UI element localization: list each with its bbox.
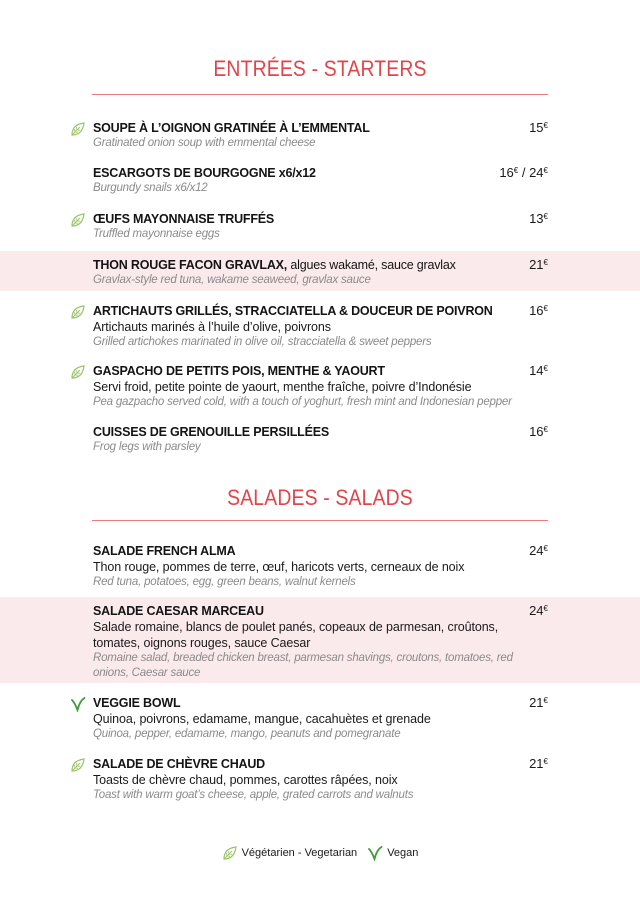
item-price: 24€ [529, 543, 548, 558]
menu-item-caesar-marceau [0, 597, 640, 683]
item-price: 16€ / 24€ [499, 165, 548, 180]
item-name: ESCARGOTS DE BOURGOGNE x6/x12 [93, 166, 316, 180]
item-description-en: Toast with warm goat’s cheese, apple, grated carrots and walnuts [93, 789, 414, 801]
item-description-en: Frog legs with parsley [93, 441, 201, 453]
v-icon [367, 845, 383, 861]
item-price: 21€ [529, 695, 548, 710]
item-description-en: Pea gazpacho served cold, with a touch of yoghurt, fresh mint and Indonesian pepper [93, 396, 512, 408]
item-price: 13€ [529, 211, 548, 226]
item-description-fr: Toasts de chèvre chaud, pommes, carottes râpées, noix [93, 773, 398, 787]
item-price: 24€ [529, 603, 548, 618]
section-title-salads: SALADES - SALADS [227, 485, 413, 510]
menu-item-gravlax-tuna [0, 251, 640, 291]
item-name: THON ROUGE FACON GRAVLAX, algues wakamé, sauce gravlax [93, 258, 456, 272]
menu-item-onion-soup [0, 120, 640, 152]
item-price: 21€ [529, 756, 548, 771]
leaf-icon [222, 845, 238, 861]
item-name: SOUPE À L’OIGNON GRATINÉE À L’EMMENTAL [93, 121, 370, 135]
leaf-icon [70, 304, 86, 320]
item-description-fr: Servi froid, petite pointe de yaourt, menthe fraîche, poivre d’Indonésie [93, 380, 472, 394]
menu-item-veggie-bowl [0, 695, 640, 743]
item-description-fr: Artichauts marinés à l’huile d’olive, poivrons [93, 320, 331, 334]
leaf-icon [70, 757, 86, 773]
item-name: SALADE CAESAR MARCEAU [93, 604, 264, 618]
section-title-starters: ENTRÉES - STARTERS [213, 56, 427, 81]
item-name: SALADE FRENCH ALMA [93, 544, 236, 558]
item-name: SALADE DE CHÈVRE CHAUD [93, 757, 266, 771]
item-description-en: Gravlax-style red tuna, wakame seaweed, gravlax sauce [93, 274, 371, 286]
menu-item-escargots [0, 165, 640, 197]
item-price: 16€ [529, 424, 548, 439]
item-price: 16€ [529, 303, 548, 318]
item-name: CUISSES DE GRENOUILLE PERSILLÉES [93, 425, 330, 439]
menu-item-artichokes [0, 303, 640, 351]
item-description-en: Quinoa, pepper, edamame, mango, peanuts and pomegranate [93, 728, 401, 740]
item-description-en: Truffled mayonnaise eggs [93, 228, 220, 240]
item-description-en: Gratinated onion soup with emmental cheese [93, 137, 316, 149]
legend-vegetarian-label: Végétarien - Vegetarian [241, 847, 358, 859]
menu-item-truffled-eggs [0, 211, 640, 243]
section-divider-starters [92, 94, 548, 95]
legend-vegan [367, 845, 418, 861]
menu-item-goat-cheese [0, 756, 640, 804]
menu-item-gazpacho [0, 363, 640, 411]
leaf-icon [70, 121, 86, 137]
legend-vegan-label: Vegan [387, 847, 419, 859]
leaf-icon [70, 364, 86, 380]
legend [0, 843, 640, 863]
item-price: 14€ [529, 363, 548, 378]
item-description-en: Romaine salad, breaded chicken breast, parmesan shavings, croutons, tomatoes, red onions, Caesar sauce [93, 652, 513, 679]
item-description-fr: Quinoa, poivrons, edamame, mangue, cacahuètes et grenade [93, 712, 431, 726]
section-divider-salads [92, 520, 548, 521]
v-icon [70, 696, 86, 712]
item-name: ARTICHAUTS GRILLÉS, STRACCIATELLA & DOUCEUR DE POIVRON [93, 304, 493, 318]
item-description-fr: Thon rouge, pommes de terre, œuf, haricots verts, cerneaux de noix [93, 560, 465, 574]
menu-item-french-alma [0, 543, 640, 591]
item-name: ŒUFS MAYONNAISE TRUFFÉS [93, 212, 275, 226]
item-description-en: Red tuna, potatoes, egg, green beans, walnut kernels [93, 576, 356, 588]
leaf-icon [70, 212, 86, 228]
item-price: 15€ [529, 120, 548, 135]
item-description-fr: Salade romaine, blancs de poulet panés, copeaux de parmesan, croûtons, tomates, oignons rouges, sauce Caesar [93, 620, 499, 650]
item-name: GASPACHO DE PETITS POIS, MENTHE & YAOURT [93, 364, 385, 378]
legend-vegetarian [222, 845, 358, 861]
item-name: VEGGIE BOWL [93, 696, 181, 710]
menu-item-frog-legs [0, 424, 640, 456]
item-price: 21€ [529, 257, 548, 272]
item-description-en: Grilled artichokes marinated in olive oil, stracciatella & sweet peppers [93, 336, 432, 348]
item-description-en: Burgundy snails x6/x12 [93, 182, 208, 194]
